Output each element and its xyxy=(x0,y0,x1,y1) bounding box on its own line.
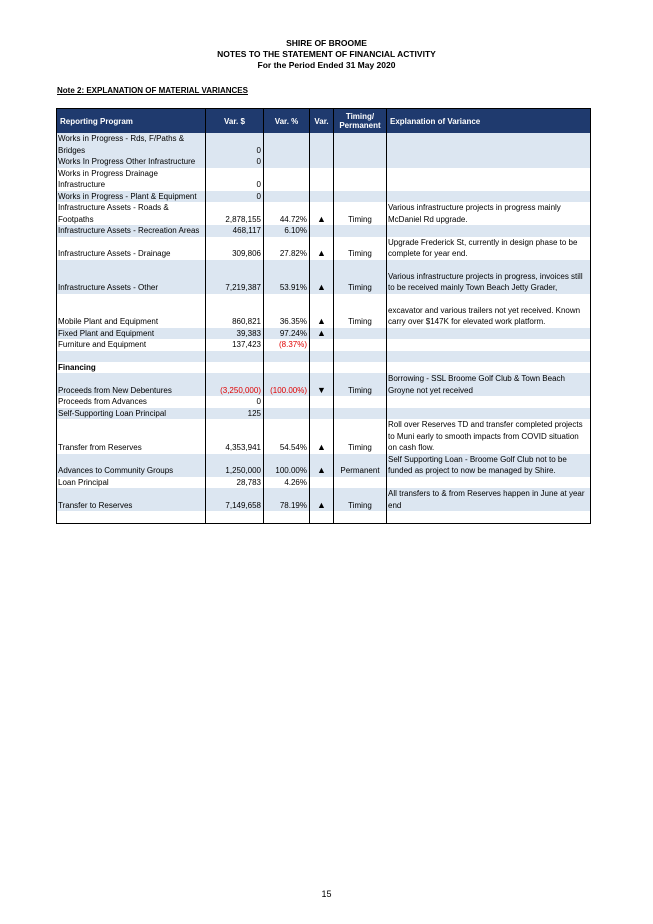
row-explanation: Upgrade Frederick St, currently in design phase to be complete for year end. xyxy=(387,237,591,260)
row-explanation: Various infrastructure projects in progress, invoices still to be received mainly Town Beach Jetty Grader, xyxy=(387,260,591,294)
row-amount: (3,250,000) xyxy=(206,373,264,396)
row-timing xyxy=(334,396,387,408)
doc-period: For the Period Ended 31 May 2020 xyxy=(257,60,396,70)
up-arrow-icon: ▲ xyxy=(310,237,334,260)
row-timing xyxy=(334,133,387,156)
row-amount: 2,878,155 xyxy=(206,202,264,225)
row-timing: Timing xyxy=(334,294,387,328)
row-pct xyxy=(264,168,310,191)
row-explanation: Borrowing - SSL Broome Golf Club & Town Beach Groyne not yet received xyxy=(387,373,591,396)
row-program: Infrastructure Assets - Recreation Areas xyxy=(57,225,206,237)
row-explanation: excavator and various trailers not yet received. Known carry over $147K for elevated work platform. xyxy=(387,294,591,328)
table-row xyxy=(57,294,591,328)
row-program: Works in Progress - Plant & Equipment xyxy=(57,191,206,203)
row-amount: 468,117 xyxy=(206,225,264,237)
row-explanation xyxy=(387,225,591,237)
table-row xyxy=(57,396,591,408)
table-row xyxy=(57,156,591,168)
row-explanation: Various infrastructure projects in progress mainly McDaniel Rd upgrade. xyxy=(387,202,591,225)
row-program: Infrastructure Assets - Roads & Footpaths xyxy=(57,202,206,225)
row-amount: 0 xyxy=(206,191,264,203)
row-pct: 78.19% xyxy=(264,488,310,511)
table-row xyxy=(57,260,591,294)
row-amount: 125 xyxy=(206,408,264,420)
row-program: Infrastructure Assets - Other xyxy=(57,260,206,294)
row-amount: 1,250,000 xyxy=(206,454,264,477)
row-amount: 7,219,387 xyxy=(206,260,264,294)
row-pct xyxy=(264,191,310,203)
row-explanation xyxy=(387,477,591,489)
row-timing: Timing xyxy=(334,419,387,454)
row-amount: 137,423 xyxy=(206,339,264,351)
row-explanation xyxy=(387,396,591,408)
col-header-program: Reporting Program xyxy=(57,109,206,134)
row-program: Fixed Plant and Equipment xyxy=(57,328,206,340)
row-amount: 28,783 xyxy=(206,477,264,489)
page-number: 15 xyxy=(321,889,332,899)
row-pct xyxy=(264,133,310,156)
row-pct xyxy=(264,396,310,408)
table-row xyxy=(57,168,591,191)
row-timing xyxy=(334,191,387,203)
row-pct: (8.37%) xyxy=(264,339,310,351)
up-arrow-icon: ▲ xyxy=(310,419,334,454)
row-program: Mobile Plant and Equipment xyxy=(57,294,206,328)
row-arrow xyxy=(310,156,334,168)
table-row xyxy=(57,477,591,489)
table-row xyxy=(57,373,591,396)
up-arrow-icon: ▲ xyxy=(310,454,334,477)
row-timing: Timing xyxy=(334,260,387,294)
row-pct: 97.24% xyxy=(264,328,310,340)
row-timing: Timing xyxy=(334,237,387,260)
row-explanation xyxy=(387,133,591,156)
row-explanation xyxy=(387,408,591,420)
row-explanation xyxy=(387,328,591,340)
row-amount: 7,149,658 xyxy=(206,488,264,511)
row-timing xyxy=(334,339,387,351)
spacer-row xyxy=(57,351,591,362)
row-pct xyxy=(264,408,310,420)
table-row xyxy=(57,202,591,225)
table-row xyxy=(57,133,591,156)
row-explanation: All transfers to & from Reserves happen in June at year end xyxy=(387,488,591,511)
row-program: Self-Supporting Loan Principal xyxy=(57,408,206,420)
up-arrow-icon: ▲ xyxy=(310,260,334,294)
row-program: Proceeds from Advances xyxy=(57,396,206,408)
variance-table xyxy=(56,108,591,524)
row-arrow xyxy=(310,477,334,489)
row-arrow xyxy=(310,396,334,408)
row-timing: Timing xyxy=(334,373,387,396)
table-row xyxy=(57,454,591,477)
row-arrow xyxy=(310,408,334,420)
row-explanation xyxy=(387,339,591,351)
table-row xyxy=(57,419,591,454)
row-timing: Permanent xyxy=(334,454,387,477)
table-row xyxy=(57,339,591,351)
row-amount: 860,821 xyxy=(206,294,264,328)
row-timing xyxy=(334,168,387,191)
row-amount: 39,383 xyxy=(206,328,264,340)
doc-subtitle: NOTES TO THE STATEMENT OF FINANCIAL ACTIVITY xyxy=(217,49,436,59)
down-arrow-icon: ▼ xyxy=(310,373,334,396)
row-pct: 27.82% xyxy=(264,237,310,260)
doc-title: SHIRE OF BROOME xyxy=(286,38,367,48)
table-row xyxy=(57,488,591,511)
row-pct: 100.00% xyxy=(264,454,310,477)
row-pct xyxy=(264,156,310,168)
table-row xyxy=(57,225,591,237)
row-timing xyxy=(334,328,387,340)
row-timing xyxy=(334,225,387,237)
section-row xyxy=(57,362,591,374)
col-header-var: Var. xyxy=(310,109,334,134)
table-header-row xyxy=(57,109,591,134)
table-row xyxy=(57,191,591,203)
row-pct: 4.26% xyxy=(264,477,310,489)
row-pct: 44.72% xyxy=(264,202,310,225)
row-pct: 36.35% xyxy=(264,294,310,328)
row-timing: Timing xyxy=(334,202,387,225)
row-amount: 0 xyxy=(206,168,264,191)
row-arrow xyxy=(310,225,334,237)
row-program: Infrastructure Assets - Drainage xyxy=(57,237,206,260)
row-arrow xyxy=(310,133,334,156)
row-pct: (100.00%) xyxy=(264,373,310,396)
row-amount: 0 xyxy=(206,133,264,156)
row-program: Transfer from Reserves xyxy=(57,419,206,454)
row-program: Works In Progress Other Infrastructure xyxy=(57,156,206,168)
financing-heading: Financing xyxy=(57,362,206,374)
row-arrow xyxy=(310,339,334,351)
up-arrow-icon: ▲ xyxy=(310,328,334,340)
row-explanation: Self Supporting Loan - Broome Golf Club not to be funded as project to now be managed by Shire. xyxy=(387,454,591,477)
col-header-var-pct: Var. % xyxy=(264,109,310,134)
note-title: Note 2: EXPLANATION OF MATERIAL VARIANCES xyxy=(57,86,248,95)
row-pct: 6.10% xyxy=(264,225,310,237)
row-explanation xyxy=(387,156,591,168)
up-arrow-icon: ▲ xyxy=(310,294,334,328)
row-amount: 309,806 xyxy=(206,237,264,260)
row-arrow xyxy=(310,168,334,191)
row-explanation xyxy=(387,168,591,191)
row-program: Furniture and Equipment xyxy=(57,339,206,351)
row-timing xyxy=(334,477,387,489)
row-timing xyxy=(334,408,387,420)
up-arrow-icon: ▲ xyxy=(310,488,334,511)
row-arrow xyxy=(310,191,334,203)
row-timing xyxy=(334,156,387,168)
table-row xyxy=(57,408,591,420)
row-program: Works in Progress - Rds, F/Paths & Bridges xyxy=(57,133,206,156)
up-arrow-icon: ▲ xyxy=(310,202,334,225)
col-header-explanation: Explanation of Variance xyxy=(387,109,591,134)
table-row xyxy=(57,237,591,260)
row-program: Advances to Community Groups xyxy=(57,454,206,477)
row-program: Loan Principal xyxy=(57,477,206,489)
row-pct: 54.54% xyxy=(264,419,310,454)
row-program: Works in Progress Drainage Infrastructure xyxy=(57,168,206,191)
row-pct: 53.91% xyxy=(264,260,310,294)
row-amount: 0 xyxy=(206,156,264,168)
row-program: Transfer to Reserves xyxy=(57,488,206,511)
row-program: Proceeds from New Debentures xyxy=(57,373,206,396)
row-explanation: Roll over Reserves TD and transfer completed projects to Muni early to smooth impacts from COVID situation on cash flow. xyxy=(387,419,591,454)
table-row xyxy=(57,328,591,340)
row-timing: Timing xyxy=(334,488,387,511)
row-amount: 4,353,941 xyxy=(206,419,264,454)
row-explanation xyxy=(387,191,591,203)
spacer-row xyxy=(57,511,591,524)
col-header-var-dollar: Var. $ xyxy=(206,109,264,134)
col-header-timing: Timing/ Permanent xyxy=(334,109,387,134)
row-amount: 0 xyxy=(206,396,264,408)
